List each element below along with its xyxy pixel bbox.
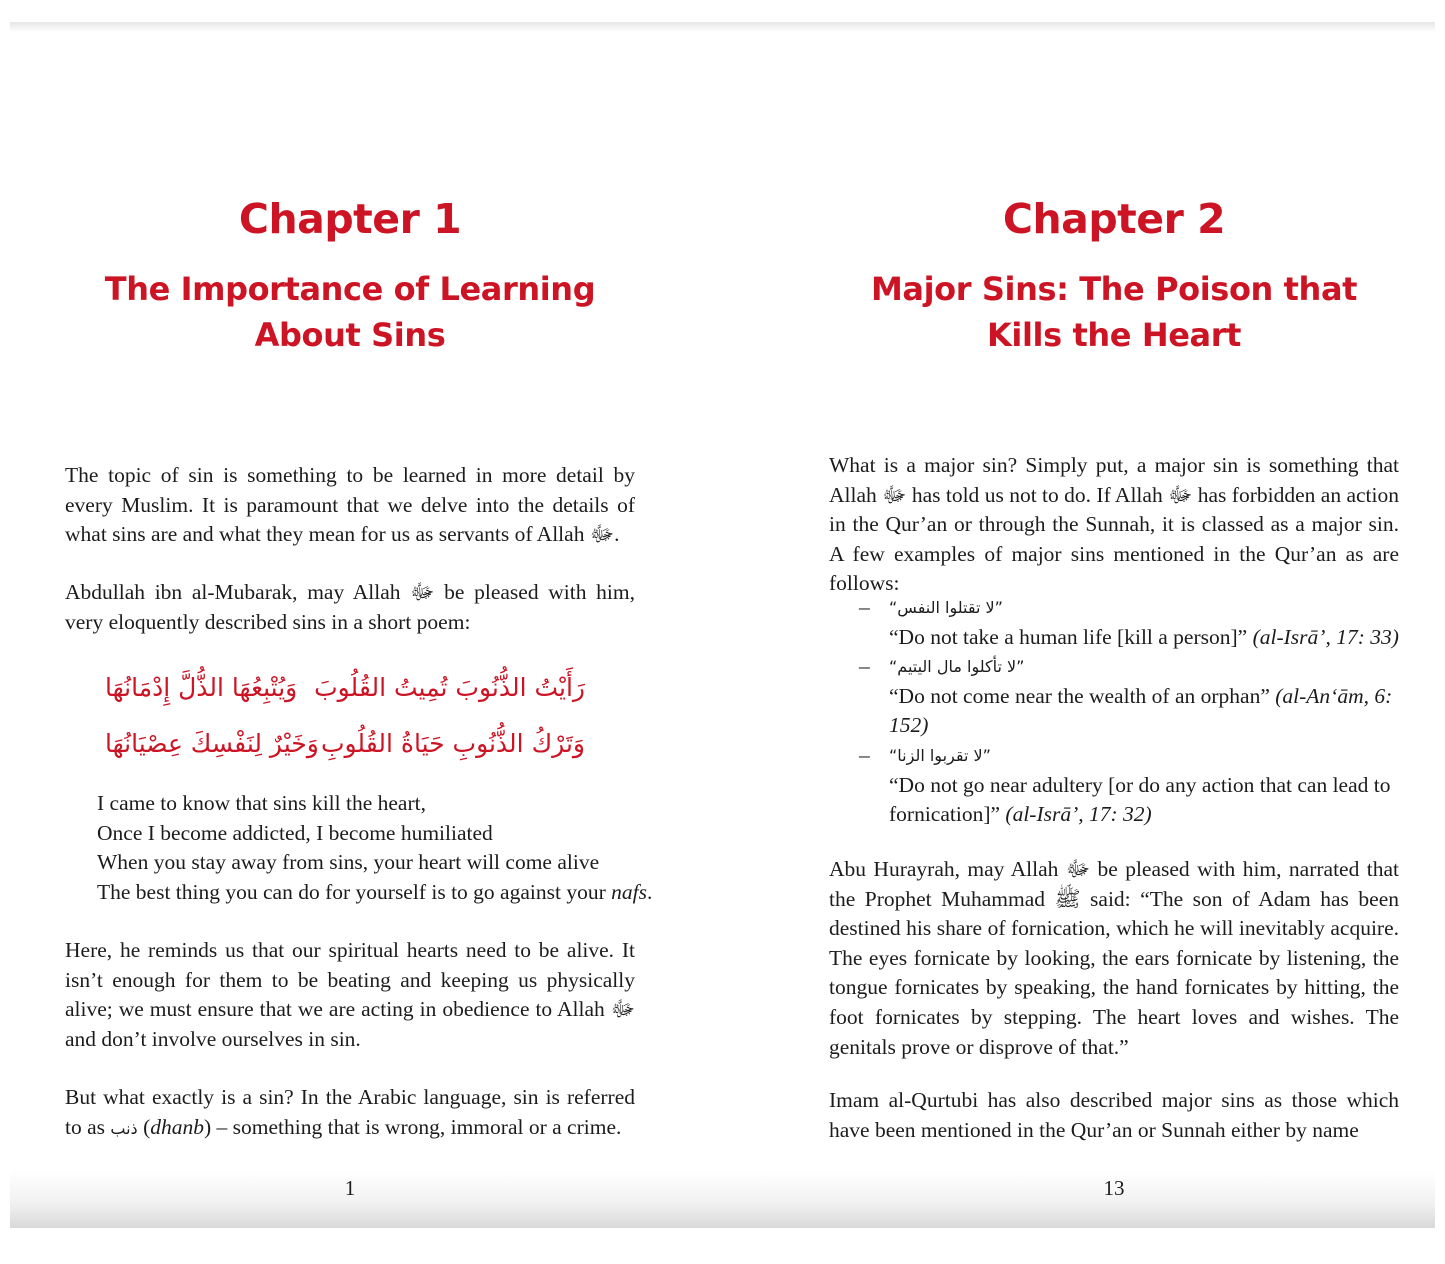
verse-reference: (al-Isrā’, 17: 32)	[1005, 802, 1152, 827]
list-item	[859, 593, 1399, 652]
translation-text: “Do not take a human life [kill a person]”	[889, 624, 1253, 649]
paragraph	[65, 578, 635, 637]
major-sins-list	[859, 593, 1399, 830]
italic-term: nafs	[611, 879, 647, 904]
verse-reference: (al-Isrā’, 17: 33)	[1252, 624, 1399, 649]
chapter-number: Chapter 2	[1002, 195, 1226, 243]
hemistich: رَأَيْتُ الذُّنُوبَ تُمِيتُ القُلُوبَ	[314, 673, 585, 702]
arabic-term: ذنب	[110, 1118, 138, 1138]
poem-line: When you stay away from sins, your heart will come alive	[97, 850, 600, 875]
page-number: 13	[1103, 1176, 1125, 1200]
chapter-title	[25, 266, 675, 358]
chapter-title-line: The Importance of Learning	[104, 270, 596, 308]
paragraph-text: Here, he reminds us that our spiritual hearts need to be alive. It isn’t enough for them to be beating and keeping us physically alive; we must ensure that we are acting in obedience to Allah ﷻ and don’t involve ourselves in sin.	[65, 938, 635, 1051]
verse-reference: (al-An‘ām, 6: 152)	[889, 683, 1393, 738]
list-dash: –	[859, 654, 870, 679]
poem-line: I came to know that sins kill the heart,	[97, 791, 426, 815]
paragraph-text: Imam al-Qurtubi has also described major sins as those which have been mentioned in the Qur’an or Sunnah either by name	[829, 1088, 1399, 1142]
italic-term: dhanb	[150, 1114, 204, 1139]
chapter-title	[789, 266, 1439, 358]
verse-translation	[889, 771, 1399, 830]
paragraph-text: Abu Hurayrah, may Allah ﷻ be pleased with him, narrated that the Prophet Muhammad ﷺ said: “The son of Adam has been destined his share of fornication, which he will inevitably acquire. The eyes fornicate by looking, the ears fornicate by listening, the tongue fornicates by speaking, the hand fornicates by hitting, the foot fornicates by stepping. The heart loves and wishes. The genitals prove or disprove of that.”	[829, 857, 1399, 1059]
poem-line	[97, 878, 653, 908]
hemistich: وَيُتْبِعُهَا الذُّلَّ إِدْمَانُهَا	[105, 673, 298, 702]
paragraph	[829, 1086, 1399, 1145]
chapter-title-line: Major Sins: The Poison that	[870, 270, 1358, 308]
arabic-verse: “لا تأكلوا مال اليتيم”	[889, 657, 1025, 677]
paragraph-text: What is a major sin? Simply put, a major sin is something that Allah ﷻ has told us not to do. If Allah ﷻ has forbidden an action in the Qur’an or through the Sunnah, it is classed as a major sin. A few examples of major sins mentioned in the Qur’an as are follows:	[829, 453, 1399, 596]
text-run: But what exactly is a sin? In the Arabic language, sin is referred to as	[65, 1085, 635, 1139]
left-page	[65, 0, 653, 1230]
arabic-poem	[105, 660, 585, 772]
hemistich: وَخَيْرٌ لِنَفْسِكَ عِصْيَانُهَا	[105, 729, 319, 758]
paragraph	[65, 936, 635, 1054]
translation-text: “Do not go near adultery [or do any action that can lead to fornication]”	[889, 772, 1391, 827]
arabic-verse: “لا تقتلوا النفس”	[889, 598, 1003, 617]
poem-line-text: .	[646, 879, 653, 904]
poem-line: Once I become addicted, I become humiliated	[97, 820, 493, 845]
right-page	[829, 0, 1399, 1230]
paragraph-text: But what exactly is a sin? In the Arabic language, sin is referred to as ذنب (dhanb) – something that is wrong, immoral or a crime.	[65, 1085, 635, 1139]
translation-text: “Do not come near the wealth of an orphan”	[889, 683, 1276, 708]
verse-translation	[889, 682, 1399, 741]
chapter-title-line: About Sins	[254, 316, 446, 354]
list-dash: –	[859, 595, 870, 619]
text-run: ) – something that is wrong, immoral or a crime.	[203, 1114, 622, 1139]
arabic-verse: “لا تقربوا الزنا”	[889, 745, 991, 765]
poem-translation	[97, 789, 653, 907]
paragraph	[65, 1083, 635, 1143]
list-item	[859, 741, 1399, 830]
paragraph-text: The topic of sin is something to be learned in more detail by every Muslim. It is paramount that we delve into the details of what sins are and what they mean for us as servants of Allah ﷻ.	[65, 463, 635, 547]
poem-line-text: The best thing you can do for yourself is to go against your	[97, 879, 612, 904]
paragraph	[65, 461, 635, 550]
paragraph	[829, 855, 1399, 1062]
page-number: 1	[344, 1176, 356, 1200]
poem-verse	[105, 660, 585, 716]
poem-verse	[105, 716, 585, 772]
list-dash: –	[859, 742, 870, 767]
hemistich: وَتَرْكُ الذُّنُوبِ حَيَاةُ القُلُوبِ	[320, 729, 585, 758]
paragraph-text: Abdullah ibn al-Mubarak, may Allah ﷻ be pleased with him, very eloquently described sins in a short poem:	[65, 580, 635, 634]
verse-translation	[889, 623, 1399, 653]
paragraph	[829, 451, 1399, 599]
chapter-title-line: Kills the Heart	[987, 316, 1241, 354]
list-item	[859, 652, 1399, 741]
chapter-number: Chapter 1	[238, 195, 462, 243]
